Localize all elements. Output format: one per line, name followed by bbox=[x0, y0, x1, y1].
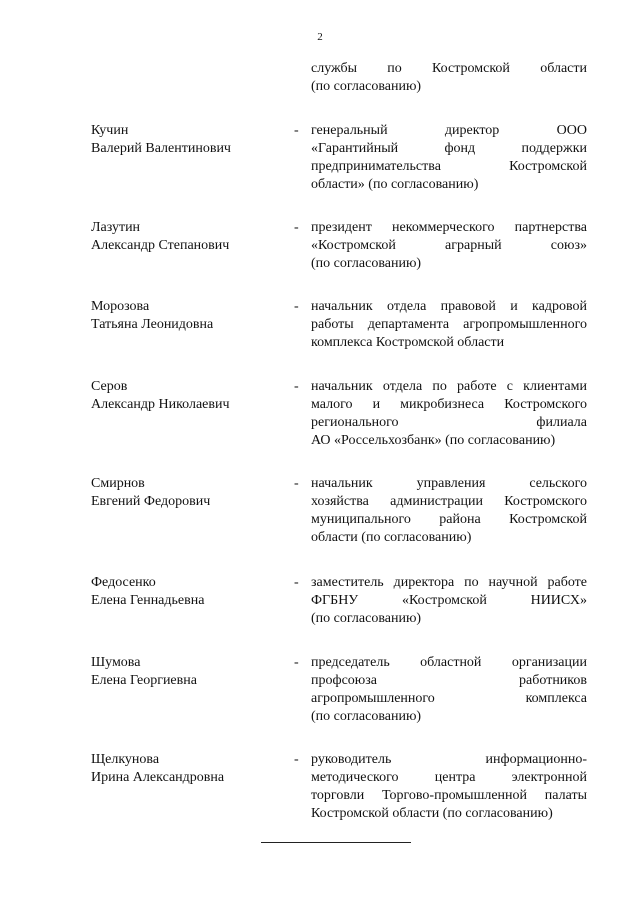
member-name bbox=[91, 378, 286, 414]
member-role bbox=[311, 751, 587, 823]
member-given-names: Елена Георгиевна bbox=[91, 673, 197, 688]
role-line: предпринимательства Костромской bbox=[311, 159, 587, 174]
dash-separator: - bbox=[294, 123, 299, 138]
member-given-names: Татьяна Леонидовна bbox=[91, 317, 214, 332]
member-surname: Шумова bbox=[91, 655, 141, 670]
member-given-names: Валерий Валентинович bbox=[91, 141, 231, 156]
role-line: (по согласованию) bbox=[311, 709, 422, 724]
dash-separator: - bbox=[294, 299, 299, 314]
dash-separator: - bbox=[294, 752, 299, 767]
role-line: Костромской области (по согласованию) bbox=[311, 806, 553, 821]
role-line: «Гарантийный фонд поддержки bbox=[311, 141, 587, 156]
member-role bbox=[311, 654, 587, 726]
member-name bbox=[91, 298, 286, 334]
dash-separator: - bbox=[294, 575, 299, 590]
member-given-names: Евгений Федорович bbox=[91, 494, 211, 509]
member-name bbox=[91, 751, 286, 787]
role-line: агропромышленного комплекса bbox=[311, 691, 587, 706]
member-role bbox=[311, 475, 587, 547]
member-surname: Морозова bbox=[91, 299, 150, 314]
member-role bbox=[311, 122, 587, 194]
member-role bbox=[311, 219, 587, 273]
dash-separator: - bbox=[294, 220, 299, 235]
member-given-names: Александр Николаевич bbox=[91, 397, 230, 412]
member-name bbox=[91, 122, 286, 158]
role-line: комплекса Костромской области bbox=[311, 335, 505, 350]
role-line: муниципального района Костромской bbox=[311, 512, 587, 527]
role-line: (по согласованию) bbox=[311, 79, 422, 94]
role-line: малого и микробизнеса Костромского bbox=[311, 397, 587, 412]
role-line: «Костромской аграрный союз» bbox=[311, 238, 587, 253]
role-line: заместитель директора по научной работе bbox=[311, 575, 587, 590]
member-name bbox=[91, 574, 286, 610]
member-given-names: Ирина Александровна bbox=[91, 770, 225, 785]
dash-separator: - bbox=[294, 655, 299, 670]
role-line: (по согласованию) bbox=[311, 256, 422, 271]
dash-separator: - bbox=[294, 476, 299, 491]
member-surname: Щелкунова bbox=[91, 752, 160, 767]
member-surname: Федосенко bbox=[91, 575, 156, 590]
member-role bbox=[311, 298, 587, 352]
member-name bbox=[91, 654, 286, 690]
member-role bbox=[311, 378, 587, 450]
member-given-names: Александр Степанович bbox=[91, 238, 230, 253]
role-line: профсоюза работников bbox=[311, 673, 587, 688]
member-name bbox=[91, 475, 286, 511]
continued-role-text bbox=[311, 60, 587, 96]
role-line: генеральный директор ООО bbox=[311, 123, 587, 138]
role-line: методического центра электронной bbox=[311, 770, 587, 785]
role-line: АО «Россельхозбанк» (по согласованию) bbox=[311, 433, 556, 448]
member-surname: Кучин bbox=[91, 123, 129, 138]
member-surname: Смирнов bbox=[91, 476, 145, 491]
dash-separator: - bbox=[294, 379, 299, 394]
role-line: начальник управления сельского bbox=[311, 476, 587, 491]
role-line: начальник отдела правовой и кадровой bbox=[311, 299, 587, 314]
role-line: регионального филиала bbox=[311, 415, 587, 430]
page-number: 2 bbox=[317, 31, 323, 43]
member-given-names: Елена Геннадьевна bbox=[91, 593, 205, 608]
member-surname: Серов bbox=[91, 379, 128, 394]
member-surname: Лазутин bbox=[91, 220, 141, 235]
role-line: службы по Костромской области bbox=[311, 61, 587, 76]
role-line: руководитель информационно- bbox=[311, 752, 587, 767]
member-name bbox=[91, 219, 286, 255]
role-line: председатель областной организации bbox=[311, 655, 587, 670]
role-line: президент некоммерческого партнерства bbox=[311, 220, 587, 235]
closing-rule bbox=[261, 842, 411, 843]
role-line: области» (по согласованию) bbox=[311, 177, 479, 192]
member-role bbox=[311, 574, 587, 628]
role-line: области (по согласованию) bbox=[311, 530, 472, 545]
role-line: (по согласованию) bbox=[311, 611, 422, 626]
role-line: начальник отдела по работе с клиентами bbox=[311, 379, 587, 394]
role-line: ФГБНУ «Костромской НИИСХ» bbox=[311, 593, 587, 608]
role-line: хозяйства администрации Костромского bbox=[311, 494, 587, 509]
role-line: работы департамента агропромышленного bbox=[311, 317, 587, 332]
role-line: торговли Торгово-промышленной палаты bbox=[311, 788, 587, 803]
